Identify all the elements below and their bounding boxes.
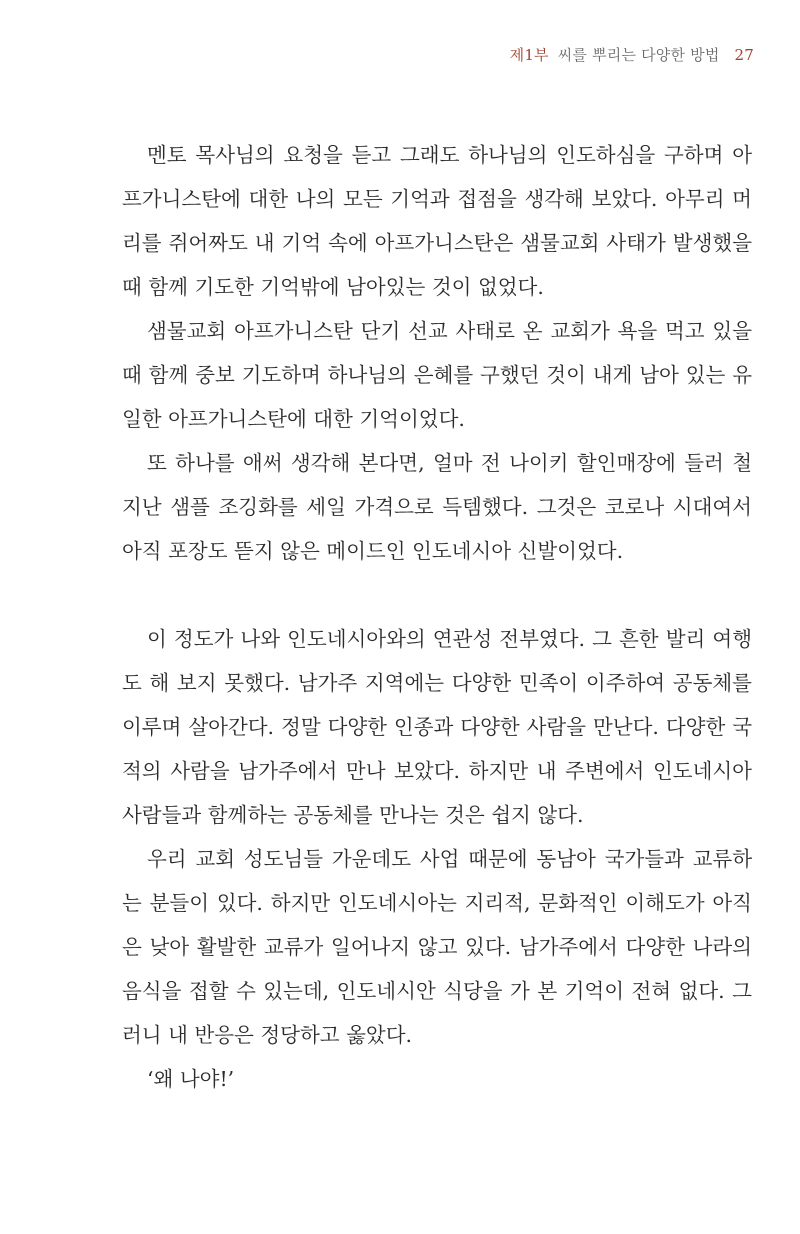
running-header bbox=[510, 44, 754, 65]
paragraph: 이 정도가 나와 인도네시아와의 연관성 전부였다. 그 흔한 발리 여행도 해 보지 못했다. 남가주 지역에는 다양한 민족이 이주하여 공동체를 이루며 살아간다. 정말 다양한 인종과 다양한 사람을 만난다. 다양한 국적의 사람을 남가주에서 만나 보았다. 하지만 내 주변에서 인도네시아 사람들과 함께하는 공동체를 만나는 것은 쉽지 않다. bbox=[122, 627, 752, 827]
paragraph: 또 하나를 애써 생각해 본다면, 얼마 전 나이키 할인매장에 들러 철 지난 샘플 조깅화를 세일 가격으로 득템했다. 그것은 코로나 시대여서 아직 포장도 뜯지 않은 메이드인 인도네시아 신발이었다. bbox=[122, 451, 752, 563]
paragraph: 멘토 목사님의 요청을 듣고 그래도 하나님의 인도하심을 구하며 아프가니스탄에 대한 나의 모든 기억과 접점을 생각해 보았다. 아무리 머리를 쥐어짜도 내 기억 속에 아프가니스탄은 샘물교회 사태가 발생했을 때 함께 기도한 기억밖에 남아있는 것이 없었다. bbox=[122, 143, 752, 299]
body-text bbox=[122, 133, 752, 1101]
header-part-label: 제1부 bbox=[509, 46, 549, 64]
header-chapter-title: 씨를 뿌리는 다양한 방법 bbox=[557, 46, 720, 64]
page-number: 27 bbox=[734, 46, 754, 64]
paragraph: 샘물교회 아프가니스탄 단기 선교 사태로 온 교회가 욕을 먹고 있을 때 함께 중보 기도하며 하나님의 은혜를 구했던 것이 내게 남아 있는 유일한 아프가니스탄에 대한 기억이었다. bbox=[122, 319, 752, 431]
paragraph: ‘왜 나야!’ bbox=[147, 1067, 235, 1091]
paragraph: 우리 교회 성도님들 가운데도 사업 때문에 동남아 국가들과 교류하는 분들이 있다. 하지만 인도네시아는 지리적, 문화적인 이해도가 아직은 낮아 활발한 교류가 일어나지 않고 있다. 남가주에서 다양한 나라의 음식을 접할 수 있는데, 인도네시안 식당을 가 본 기억이 전혀 없다. 그러니 내 반응은 정당하고 옳았다. bbox=[122, 847, 752, 1047]
